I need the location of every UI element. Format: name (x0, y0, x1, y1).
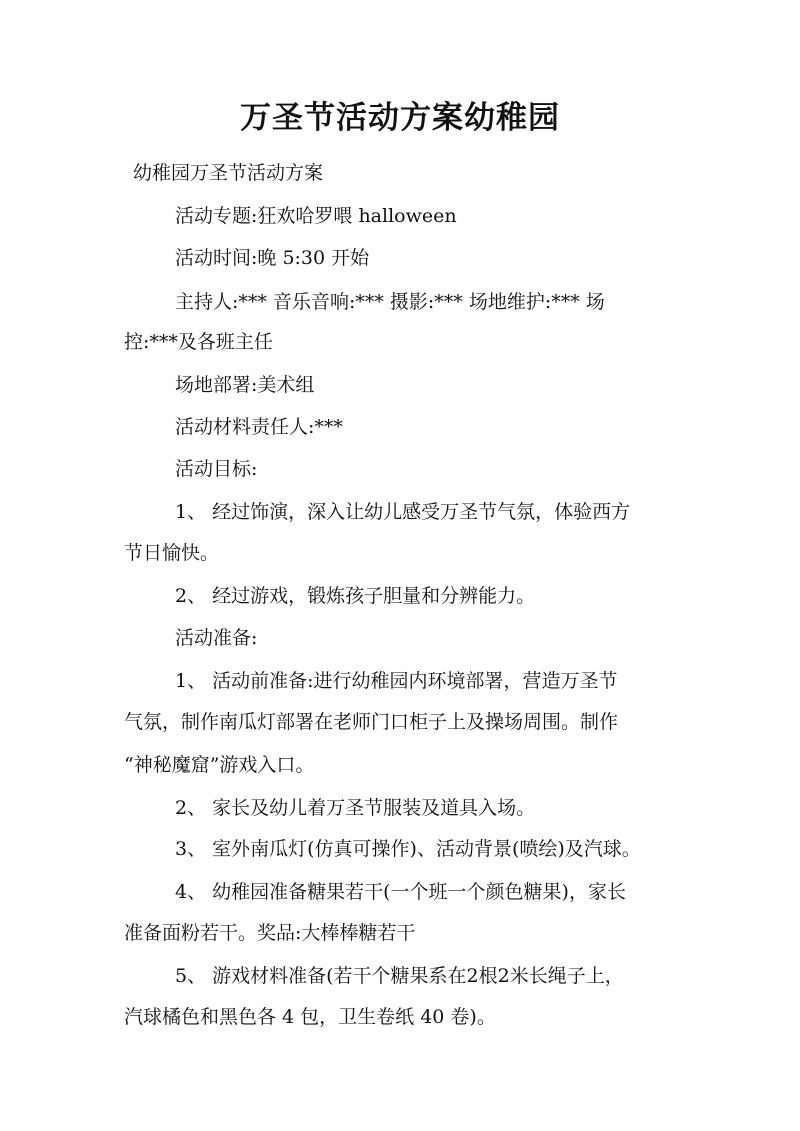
text-line-prep-2: 2、 家长及幼儿着万圣节服装及道具入场。 (175, 797, 536, 819)
text-line-prep-head: 活动准备: (175, 627, 258, 649)
text-line-goal-1: 1、 经过饰演，深入让幼儿感受万圣节气氛，体验西方 (175, 501, 631, 523)
text-line-staff: 主持人:*** 音乐音响:*** 摄影:*** 场地维护:*** 场 (175, 291, 605, 313)
text-line-goal-2: 2、 经过游戏，锻炼孩子胆量和分辨能力。 (175, 585, 536, 607)
text-line-prep-4: 4、 幼稚园准备糖果若干(一个班一个颜色糖果)，家长 (175, 881, 626, 903)
text-line-prep-1-cont: 气氛，制作南瓜灯部署在老师门口柜子上及操场周围。制作 (124, 711, 619, 733)
text-line-prep-3: 3、 室外南瓜灯(仿真可操作)、活动背景(喷绘)及汽球。 (175, 838, 641, 860)
text-line-prep-5-cont: 汽球橘色和黑色各 4 包，卫生卷纸 40 卷)。 (124, 1006, 496, 1028)
text-line-venue: 场地部署:美术组 (175, 374, 315, 396)
document-title: 万圣节活动方案幼稚园 (240, 100, 560, 136)
text-line-goals-head: 活动目标: (175, 458, 258, 480)
document-subtitle: 幼稚园万圣节活动方案 (133, 162, 324, 184)
text-line-time: 活动时间:晚 5:30 开始 (175, 247, 370, 269)
text-line-prep-4-cont: 准备面粉若干。奖品:大棒棒糖若干 (124, 922, 416, 944)
text-line-staff-cont: 控:***及各班主任 (124, 331, 273, 353)
text-line-goal-1-cont: 节日愉快。 (124, 542, 220, 564)
text-line-prep-1: 1、 活动前准备:进行幼稚园内环境部署，营造万圣节 (175, 670, 618, 692)
text-line-materials: 活动材料责任人:*** (175, 416, 343, 438)
text-line-prep-1-end: “神秘魔窟”游戏入口。 (124, 754, 315, 776)
text-line-topic: 活动专题:狂欢哈罗喂 halloween (175, 205, 457, 227)
text-line-prep-5: 5、 游戏材料准备(若干个糖果系在2根2米长绳子上， (175, 965, 624, 987)
